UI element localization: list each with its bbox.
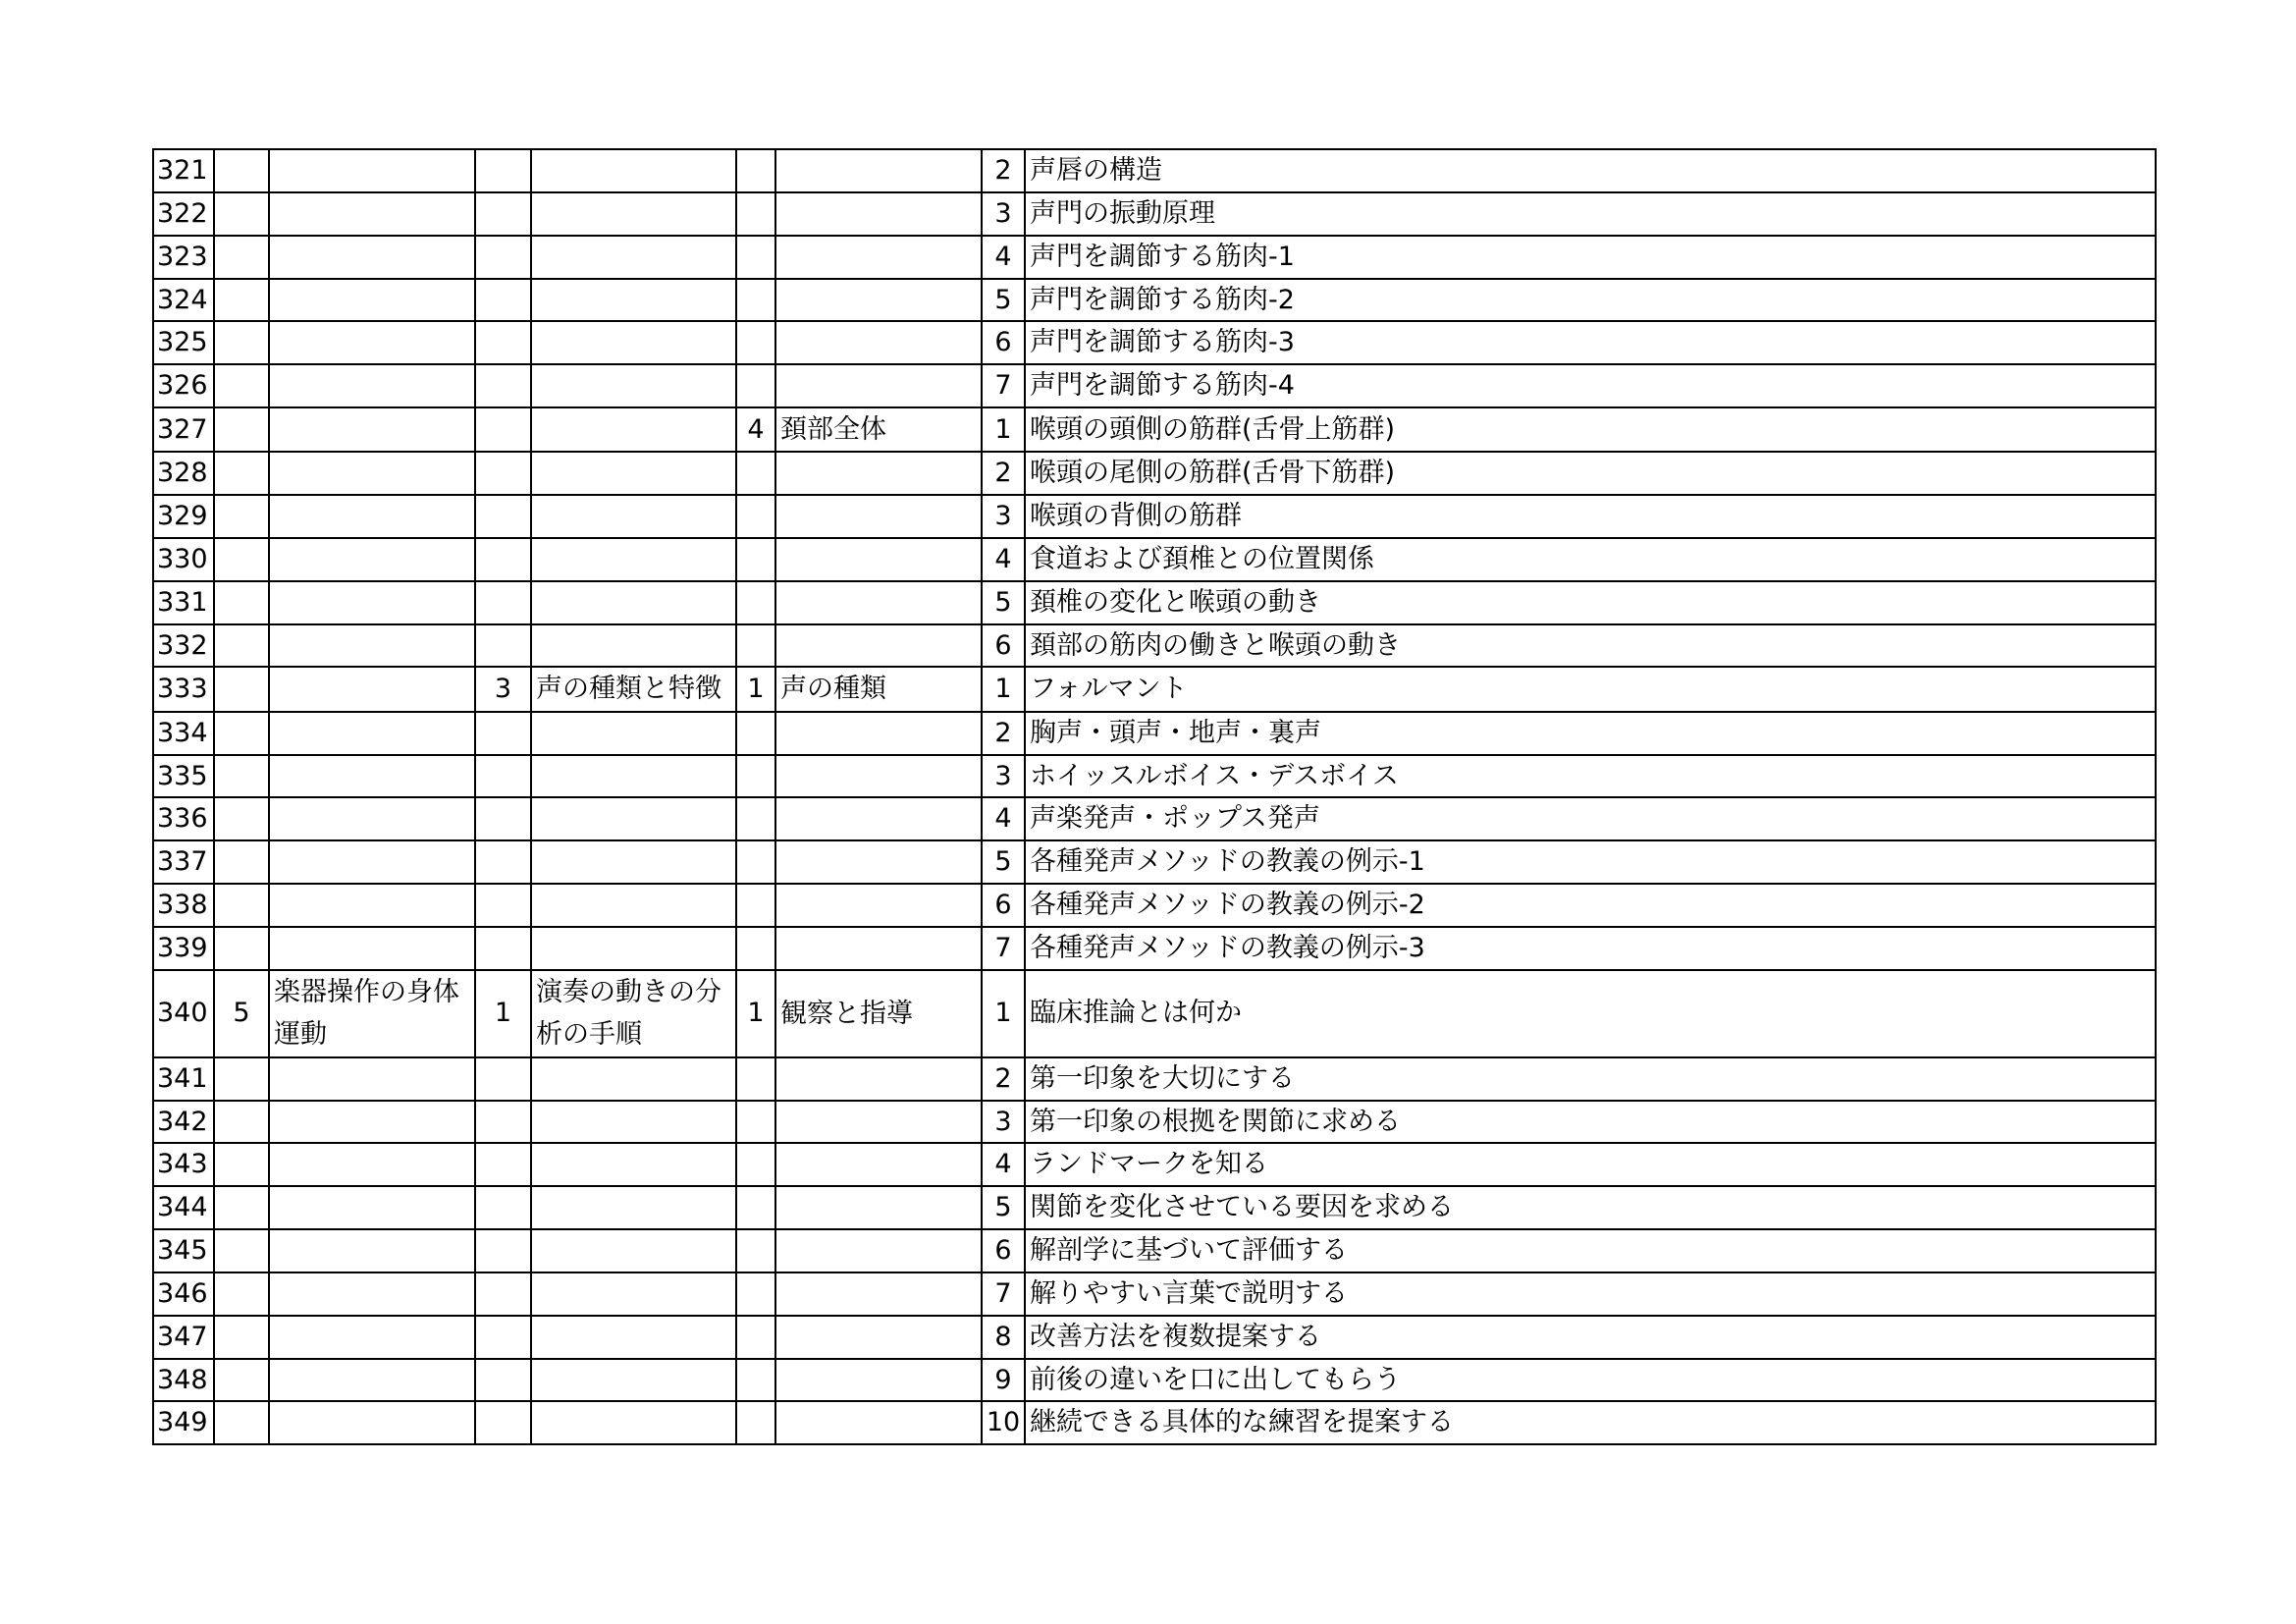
section-number-cell	[475, 1229, 531, 1272]
section-number-cell	[475, 364, 531, 407]
subsection-number-cell	[736, 1101, 775, 1144]
subsection-title-cell	[775, 927, 982, 970]
subsection-title-cell	[775, 1143, 982, 1186]
chapter-number-cell	[214, 1186, 269, 1229]
item-number-cell: 5	[982, 1186, 1025, 1229]
item-title-cell: フォルマント	[1025, 667, 2156, 711]
row-number-cell: 342	[153, 1101, 214, 1144]
subsection-title-cell	[775, 797, 982, 840]
row-number-cell: 344	[153, 1186, 214, 1229]
chapter-number-cell	[214, 236, 269, 279]
chapter-number-cell	[214, 538, 269, 581]
subsection-title-cell	[775, 581, 982, 624]
subsection-title-cell: 声の種類	[775, 667, 982, 711]
table-row	[153, 884, 2156, 927]
chapter-number-cell	[214, 1057, 269, 1101]
subsection-number-cell	[736, 755, 775, 798]
section-title-cell	[531, 279, 736, 322]
item-number-cell: 4	[982, 236, 1025, 279]
section-title-cell	[531, 884, 736, 927]
item-title-cell: 声門を調節する筋肉-3	[1025, 321, 2156, 364]
section-title-cell	[531, 797, 736, 840]
row-number-cell: 349	[153, 1401, 214, 1444]
item-number-cell: 5	[982, 279, 1025, 322]
chapter-title-cell	[269, 581, 475, 624]
chapter-number-cell	[214, 321, 269, 364]
section-title-cell	[531, 755, 736, 798]
chapter-title-cell	[269, 755, 475, 798]
table-row	[153, 1401, 2156, 1444]
row-number-cell: 337	[153, 840, 214, 884]
item-title-cell: 解りやすい言葉で説明する	[1025, 1272, 2156, 1316]
chapter-number-cell	[214, 797, 269, 840]
subsection-title-cell	[775, 624, 982, 668]
chapter-number-cell	[214, 1359, 269, 1402]
item-title-cell: 声門を調節する筋肉-1	[1025, 236, 2156, 279]
chapter-title-cell	[269, 407, 475, 452]
table-row	[153, 495, 2156, 538]
table-row	[153, 407, 2156, 452]
chapter-title-cell	[269, 712, 475, 755]
item-title-cell: 胸声・頭声・地声・裏声	[1025, 712, 2156, 755]
table-row	[153, 797, 2156, 840]
item-number-cell: 2	[982, 149, 1025, 192]
item-number-cell: 6	[982, 884, 1025, 927]
chapter-title-cell	[269, 1143, 475, 1186]
subsection-title-cell	[775, 321, 982, 364]
section-title-cell	[531, 1272, 736, 1316]
chapter-number-cell	[214, 1101, 269, 1144]
section-title-cell	[531, 192, 736, 236]
table-row	[153, 927, 2156, 970]
table-row	[153, 970, 2156, 1057]
row-number-cell: 333	[153, 667, 214, 711]
subsection-number-cell	[736, 321, 775, 364]
chapter-title-cell	[269, 1359, 475, 1402]
chapter-title-cell	[269, 538, 475, 581]
subsection-number-cell	[736, 624, 775, 668]
section-number-cell	[475, 712, 531, 755]
table-row	[153, 1186, 2156, 1229]
chapter-title-cell	[269, 797, 475, 840]
item-number-cell: 1	[982, 407, 1025, 452]
item-title-cell: 喉頭の頭側の筋群(舌骨上筋群)	[1025, 407, 2156, 452]
subsection-title-cell	[775, 279, 982, 322]
chapter-title-cell	[269, 624, 475, 668]
row-number-cell: 328	[153, 452, 214, 495]
row-number-cell: 327	[153, 407, 214, 452]
row-number-cell: 335	[153, 755, 214, 798]
curriculum-table-body	[153, 149, 2156, 1444]
row-number-cell: 332	[153, 624, 214, 668]
subsection-title-cell: 観察と指導	[775, 970, 982, 1057]
section-title-cell	[531, 1401, 736, 1444]
item-title-cell: 解剖学に基づいて評価する	[1025, 1229, 2156, 1272]
section-title-cell	[531, 581, 736, 624]
item-title-cell: ホイッスルボイス・デスボイス	[1025, 755, 2156, 798]
item-title-cell: 喉頭の尾側の筋群(舌骨下筋群)	[1025, 452, 2156, 495]
subsection-title-cell	[775, 1186, 982, 1229]
subsection-number-cell	[736, 1057, 775, 1101]
subsection-title-cell	[775, 1057, 982, 1101]
subsection-number-cell	[736, 236, 775, 279]
subsection-title-cell	[775, 1272, 982, 1316]
subsection-title-cell	[775, 364, 982, 407]
item-number-cell: 5	[982, 840, 1025, 884]
section-title-cell	[531, 364, 736, 407]
chapter-title-cell	[269, 149, 475, 192]
chapter-title-cell	[269, 192, 475, 236]
section-number-cell	[475, 884, 531, 927]
row-number-cell: 345	[153, 1229, 214, 1272]
subsection-number-cell	[736, 495, 775, 538]
subsection-title-cell	[775, 149, 982, 192]
table-row	[153, 1272, 2156, 1316]
subsection-title-cell	[775, 495, 982, 538]
section-number-cell: 1	[475, 970, 531, 1057]
row-number-cell: 325	[153, 321, 214, 364]
section-title-cell	[531, 1057, 736, 1101]
row-number-cell: 348	[153, 1359, 214, 1402]
subsection-number-cell	[736, 1186, 775, 1229]
item-title-cell: 声唇の構造	[1025, 149, 2156, 192]
table-row	[153, 321, 2156, 364]
chapter-number-cell	[214, 667, 269, 711]
subsection-title-cell	[775, 236, 982, 279]
subsection-number-cell	[736, 149, 775, 192]
section-number-cell	[475, 321, 531, 364]
item-title-cell: 改善方法を複数提案する	[1025, 1316, 2156, 1359]
table-row	[153, 1316, 2156, 1359]
row-number-cell: 331	[153, 581, 214, 624]
item-number-cell: 4	[982, 1143, 1025, 1186]
row-number-cell: 329	[153, 495, 214, 538]
item-title-cell: 声楽発声・ポップス発声	[1025, 797, 2156, 840]
item-title-cell: 頚部の筋肉の働きと喉頭の動き	[1025, 624, 2156, 668]
table-row	[153, 1359, 2156, 1402]
row-number-cell: 330	[153, 538, 214, 581]
item-title-cell: 前後の違いを口に出してもらう	[1025, 1359, 2156, 1402]
subsection-title-cell	[775, 840, 982, 884]
item-title-cell: 声門を調節する筋肉-4	[1025, 364, 2156, 407]
subsection-title-cell	[775, 712, 982, 755]
curriculum-table	[152, 148, 2157, 1445]
section-number-cell	[475, 236, 531, 279]
section-number-cell	[475, 840, 531, 884]
item-title-cell: 食道および頚椎との位置関係	[1025, 538, 2156, 581]
item-number-cell: 3	[982, 1101, 1025, 1144]
item-title-cell: 第一印象の根拠を関節に求める	[1025, 1101, 2156, 1144]
chapter-number-cell	[214, 495, 269, 538]
row-number-cell: 341	[153, 1057, 214, 1101]
section-number-cell	[475, 1401, 531, 1444]
subsection-number-cell: 4	[736, 407, 775, 452]
chapter-number-cell	[214, 1316, 269, 1359]
table-row	[153, 624, 2156, 668]
subsection-number-cell	[736, 840, 775, 884]
row-number-cell: 324	[153, 279, 214, 322]
item-number-cell: 8	[982, 1316, 1025, 1359]
item-title-cell: 各種発声メソッドの教義の例示-2	[1025, 884, 2156, 927]
chapter-title-cell	[269, 452, 475, 495]
subsection-title-cell	[775, 1359, 982, 1402]
chapter-number-cell	[214, 884, 269, 927]
row-number-cell: 336	[153, 797, 214, 840]
item-number-cell: 1	[982, 970, 1025, 1057]
row-number-cell: 322	[153, 192, 214, 236]
item-number-cell: 2	[982, 1057, 1025, 1101]
chapter-number-cell	[214, 1401, 269, 1444]
section-number-cell	[475, 927, 531, 970]
chapter-title-cell	[269, 840, 475, 884]
subsection-number-cell: 1	[736, 667, 775, 711]
table-row	[153, 538, 2156, 581]
subsection-number-cell	[736, 1359, 775, 1402]
subsection-title-cell	[775, 1401, 982, 1444]
chapter-title-cell	[269, 1101, 475, 1144]
item-number-cell: 7	[982, 927, 1025, 970]
section-title-cell	[531, 840, 736, 884]
section-number-cell	[475, 1359, 531, 1402]
row-number-cell: 321	[153, 149, 214, 192]
row-number-cell: 339	[153, 927, 214, 970]
section-title-cell	[531, 712, 736, 755]
row-number-cell: 323	[153, 236, 214, 279]
table-row	[153, 1057, 2156, 1101]
chapter-number-cell	[214, 279, 269, 322]
item-number-cell: 9	[982, 1359, 1025, 1402]
section-title-cell	[531, 1143, 736, 1186]
subsection-number-cell	[736, 1401, 775, 1444]
table-row	[153, 452, 2156, 495]
subsection-number-cell	[736, 797, 775, 840]
row-number-cell: 334	[153, 712, 214, 755]
section-title-cell	[531, 538, 736, 581]
item-number-cell: 5	[982, 581, 1025, 624]
section-title-cell	[531, 1359, 736, 1402]
row-number-cell: 347	[153, 1316, 214, 1359]
subsection-number-cell	[736, 192, 775, 236]
chapter-number-cell	[214, 364, 269, 407]
table-row	[153, 840, 2156, 884]
item-title-cell: 第一印象を大切にする	[1025, 1057, 2156, 1101]
section-title-cell	[531, 1229, 736, 1272]
item-number-cell: 7	[982, 364, 1025, 407]
item-title-cell: 頚椎の変化と喉頭の動き	[1025, 581, 2156, 624]
subsection-title-cell	[775, 1316, 982, 1359]
section-number-cell	[475, 538, 531, 581]
item-number-cell: 10	[982, 1401, 1025, 1444]
section-number-cell	[475, 1101, 531, 1144]
subsection-number-cell	[736, 1272, 775, 1316]
chapter-number-cell	[214, 192, 269, 236]
item-title-cell: ランドマークを知る	[1025, 1143, 2156, 1186]
table-row	[153, 1101, 2156, 1144]
item-title-cell: 声門を調節する筋肉-2	[1025, 279, 2156, 322]
section-title-cell: 演奏の動きの分析の手順	[531, 970, 736, 1057]
item-number-cell: 3	[982, 192, 1025, 236]
section-number-cell	[475, 149, 531, 192]
section-title-cell	[531, 149, 736, 192]
chapter-title-cell	[269, 1316, 475, 1359]
item-title-cell: 各種発声メソッドの教義の例示-3	[1025, 927, 2156, 970]
subsection-number-cell	[736, 581, 775, 624]
chapter-number-cell: 5	[214, 970, 269, 1057]
table-row	[153, 279, 2156, 322]
row-number-cell: 326	[153, 364, 214, 407]
subsection-title-cell: 頚部全体	[775, 407, 982, 452]
chapter-number-cell	[214, 1229, 269, 1272]
item-number-cell: 4	[982, 797, 1025, 840]
section-title-cell	[531, 321, 736, 364]
subsection-number-cell	[736, 1143, 775, 1186]
row-number-cell: 340	[153, 970, 214, 1057]
chapter-title-cell	[269, 364, 475, 407]
chapter-number-cell	[214, 624, 269, 668]
subsection-title-cell	[775, 884, 982, 927]
table-row	[153, 236, 2156, 279]
chapter-title-cell	[269, 495, 475, 538]
item-title-cell: 喉頭の背側の筋群	[1025, 495, 2156, 538]
section-number-cell: 3	[475, 667, 531, 711]
section-number-cell	[475, 624, 531, 668]
subsection-number-cell	[736, 712, 775, 755]
chapter-number-cell	[214, 149, 269, 192]
section-number-cell	[475, 1272, 531, 1316]
section-number-cell	[475, 279, 531, 322]
chapter-number-cell	[214, 755, 269, 798]
chapter-title-cell	[269, 279, 475, 322]
section-title-cell	[531, 452, 736, 495]
chapter-title-cell	[269, 1401, 475, 1444]
subsection-number-cell	[736, 1316, 775, 1359]
subsection-title-cell	[775, 1229, 982, 1272]
subsection-title-cell	[775, 192, 982, 236]
item-number-cell: 6	[982, 1229, 1025, 1272]
chapter-number-cell	[214, 1143, 269, 1186]
item-number-cell: 2	[982, 452, 1025, 495]
section-number-cell	[475, 407, 531, 452]
section-number-cell	[475, 192, 531, 236]
chapter-title-cell	[269, 321, 475, 364]
chapter-title-cell	[269, 667, 475, 711]
section-number-cell	[475, 797, 531, 840]
section-title-cell	[531, 495, 736, 538]
subsection-title-cell	[775, 452, 982, 495]
chapter-number-cell	[214, 712, 269, 755]
section-number-cell	[475, 1316, 531, 1359]
chapter-number-cell	[214, 581, 269, 624]
subsection-number-cell	[736, 1229, 775, 1272]
section-title-cell	[531, 927, 736, 970]
section-title-cell: 声の種類と特徴	[531, 667, 736, 711]
item-number-cell: 7	[982, 1272, 1025, 1316]
chapter-title-cell: 楽器操作の身体運動	[269, 970, 475, 1057]
item-title-cell: 関節を変化させている要因を求める	[1025, 1186, 2156, 1229]
table-row	[153, 581, 2156, 624]
chapter-number-cell	[214, 452, 269, 495]
subsection-number-cell: 1	[736, 970, 775, 1057]
subsection-title-cell	[775, 538, 982, 581]
item-title-cell: 声門の振動原理	[1025, 192, 2156, 236]
chapter-title-cell	[269, 236, 475, 279]
chapter-title-cell	[269, 927, 475, 970]
section-number-cell	[475, 1186, 531, 1229]
chapter-number-cell	[214, 840, 269, 884]
section-number-cell	[475, 452, 531, 495]
item-title-cell: 各種発声メソッドの教義の例示-1	[1025, 840, 2156, 884]
subsection-number-cell	[736, 884, 775, 927]
section-title-cell	[531, 1316, 736, 1359]
table-row	[153, 667, 2156, 711]
subsection-number-cell	[736, 538, 775, 581]
section-number-cell	[475, 1143, 531, 1186]
section-number-cell	[475, 1057, 531, 1101]
chapter-number-cell	[214, 1272, 269, 1316]
item-number-cell: 6	[982, 624, 1025, 668]
item-title-cell: 継続できる具体的な練習を提案する	[1025, 1401, 2156, 1444]
item-title-cell: 臨床推論とは何か	[1025, 970, 2156, 1057]
chapter-title-cell	[269, 1057, 475, 1101]
item-number-cell: 4	[982, 538, 1025, 581]
chapter-title-cell	[269, 1272, 475, 1316]
table-row	[153, 364, 2156, 407]
row-number-cell: 343	[153, 1143, 214, 1186]
subsection-number-cell	[736, 364, 775, 407]
section-number-cell	[475, 581, 531, 624]
subsection-title-cell	[775, 755, 982, 798]
table-row	[153, 192, 2156, 236]
table-row	[153, 149, 2156, 192]
section-number-cell	[475, 755, 531, 798]
subsection-number-cell	[736, 452, 775, 495]
subsection-title-cell	[775, 1101, 982, 1144]
item-number-cell: 3	[982, 755, 1025, 798]
table-row	[153, 712, 2156, 755]
section-title-cell	[531, 1101, 736, 1144]
chapter-title-cell	[269, 884, 475, 927]
row-number-cell: 346	[153, 1272, 214, 1316]
row-number-cell: 338	[153, 884, 214, 927]
section-title-cell	[531, 407, 736, 452]
chapter-number-cell	[214, 927, 269, 970]
table-row	[153, 755, 2156, 798]
chapter-number-cell	[214, 407, 269, 452]
section-title-cell	[531, 236, 736, 279]
subsection-number-cell	[736, 279, 775, 322]
item-number-cell: 6	[982, 321, 1025, 364]
chapter-title-cell	[269, 1229, 475, 1272]
section-title-cell	[531, 624, 736, 668]
chapter-title-cell	[269, 1186, 475, 1229]
table-row	[153, 1143, 2156, 1186]
item-number-cell: 3	[982, 495, 1025, 538]
item-number-cell: 2	[982, 712, 1025, 755]
section-title-cell	[531, 1186, 736, 1229]
subsection-number-cell	[736, 927, 775, 970]
item-number-cell: 1	[982, 667, 1025, 711]
section-number-cell	[475, 495, 531, 538]
table-row	[153, 1229, 2156, 1272]
